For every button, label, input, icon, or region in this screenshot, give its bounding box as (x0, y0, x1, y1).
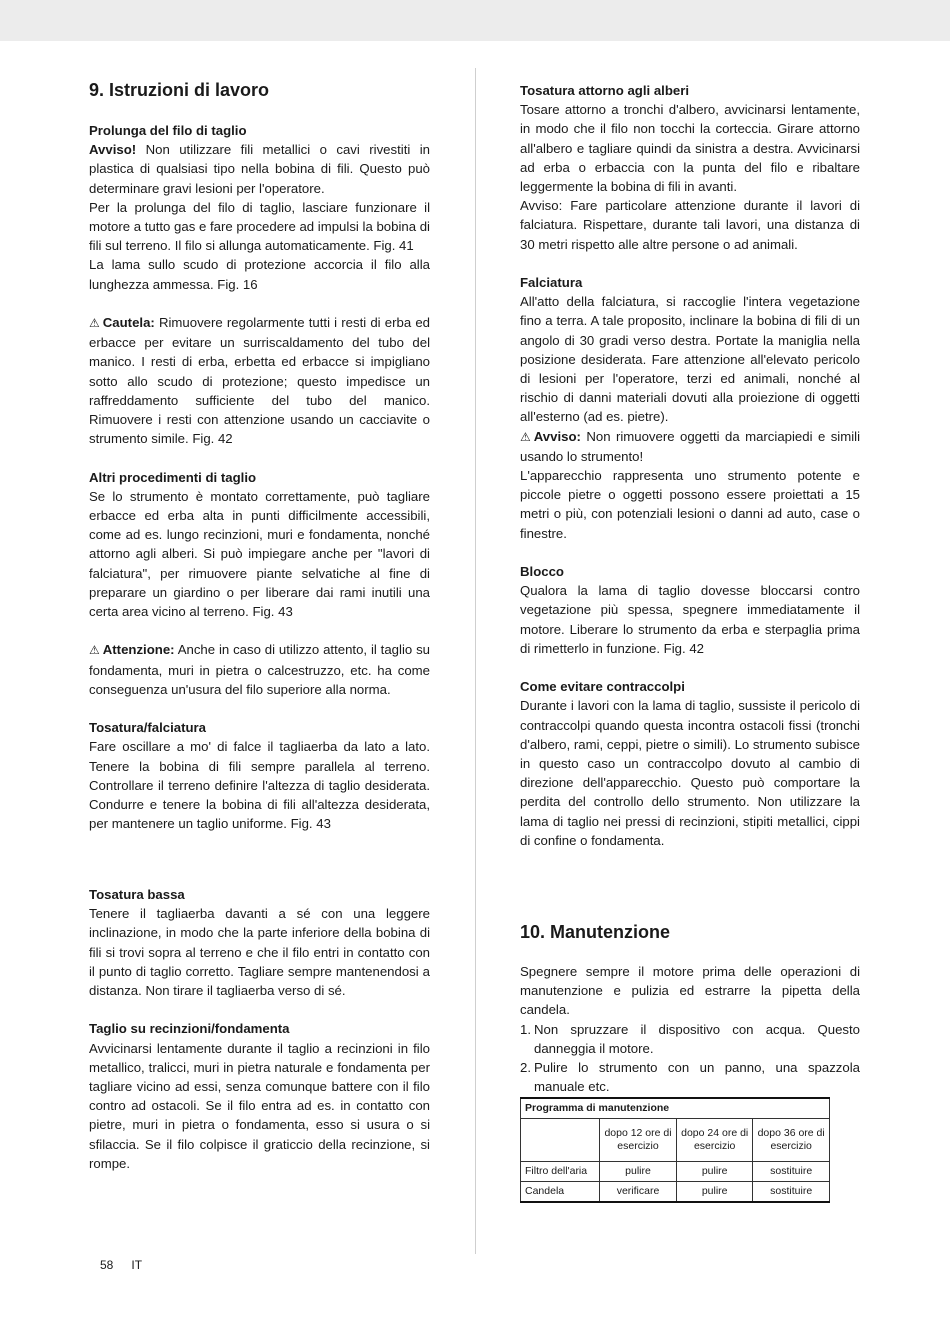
top-bar (0, 0, 950, 41)
heading-blocco: Blocco (520, 564, 564, 580)
right-column-top (520, 81, 860, 850)
paragraph-tosatura-alberi: Tosare attorno a tronchi d'albero, avvicinarsi lentamente, in modo che il filo non tocchi la corteccia. Girare attorno all'albero e tagliare quindi da sinistra a destra. Avvicinarsi ad erba o erbaccia con la punta del filo e ribaltare leggermente la bobina di fili in avanti. (520, 102, 860, 195)
heading-falciatura: Falciatura (520, 275, 583, 291)
page-number: 58 (100, 1258, 114, 1272)
heading-tosatura-alberi: Tosatura attorno agli alberi (520, 83, 690, 98)
left-column-bottom (89, 885, 430, 1173)
section-10-title: 10. Manutenzione (520, 922, 671, 942)
warning-label: Avviso! (89, 142, 137, 158)
table-cell: pulire (677, 1182, 753, 1203)
paragraph-recinzioni: Avvicinarsi lentamente durante il taglio a recinzioni in filo metallico, tralicci, muri in pietra naturale e fondamenta per tagliare vicino ad essi, senza comunque battere con il filo contro ad ostacoli. Se il filo entra ad es. in contatto con pietre, muri in pietra o fondamenta, esso si usura o si sfilaccia. Se il filo colpisce il graticcio della recinzione, si rompe. (89, 1040, 430, 1171)
heading-altri-procedimenti: Altri procedimenti di taglio (89, 469, 257, 485)
paragraph-tosatura-alberi-avviso: Avviso: Fare particolare attenzione durante il lavori di falciatura. Rispettare, durante tali lavori, una distanza di 30 metri rispetto alle altre persone o ad animali. (520, 198, 860, 252)
language-code: IT (131, 1258, 143, 1272)
page-footer (100, 1258, 160, 1272)
paragraph-falciatura-2: L'apparecchio rappresenta uno strumento potente e piccole pietre o oggetti possono essere proiettati a 15 metri o più, con potenziali lesioni o danni ad auto, case o finestre. (520, 468, 860, 541)
paragraph-tosatura-falciatura: Fare oscillare a mo' di falce il tagliaerba da lato a lato. Tenere la bobina di fili sempre parallela al terreno. Controllare il terreno definire l'altezza di taglio desiderata. Condurre e tenere la bobina di fili all'altezza desiderata, per mantenere un taglio uniforme. Fig. 43 (89, 739, 430, 832)
heading-tosatura-falciatura: Tosatura/falciatura (89, 720, 207, 736)
table-header-cell (521, 1119, 600, 1162)
table-row (521, 1182, 830, 1203)
column-divider (475, 68, 476, 1254)
paragraph-contraccolpi: Durante i lavori con la lama di taglio, sussiste il pericolo di contraccolpi quando questa incontra ostacoli fissi (tronchi d'albero, rami, ceppi, pietre o simili). Lo strumento subisce in questo caso un contraccolpo dovuto al cambio di direzione dell'apparecchio. Questo può comportare la perdita del controllo dello strumento. Non utilizzare la lama di taglio nei pressi di recinzioni, stipiti metallici, cippi di confine o fondamenta. (520, 698, 860, 848)
maintenance-steps-list (520, 1020, 860, 1097)
maintenance-table (520, 1097, 830, 1203)
warning-triangle-icon: ⚠ (89, 643, 100, 658)
paragraph-blocco: Qualora la lama di taglio dovesse bloccarsi contro vegetazione più spessa, spegnere immediatamente il motore. Liberare lo strumento da erba e sterpaglia prima di rimetterlo in funzione. Fig. 42 (520, 583, 860, 656)
paragraph-falciatura-avviso: ⚠ Avviso: Non rimuovere oggetti da marciapiedi e simili usando lo strumento! (520, 428, 860, 464)
paragraph-prolunga-warning: Avviso! Non utilizzare fili metallici o cavi rivestiti in plastica di qualsiasi tipo nella bobina di fili. Questo può determinare gravi lesioni per l'operatore. (89, 142, 430, 196)
paragraph-altri-procedimenti: Se lo strumento è montato correttamente, può tagliare erbacce ed erba alta in punti difficilmente accessibili, come ad es. lungo recinzioni, muri e fondamenta, nonché attorno agli alberi. Si può impiegare anche per "lavori di falciatura", per rimuovere piante selvatiche al fine di preparare un giardino o per liberare dai rami inutili una certa area vicino al terreno. Fig. 43 (89, 488, 430, 620)
paragraph-falciatura: All'atto della falciatura, si raccoglie l'intera vegetazione fino a terra. A tale proposito, inclinare la bobina di fili di un angolo di 30 gradi verso destra. Portate la maniglia nella posizione desiderata. Fare attenzione all'elevato pericolo di lesioni per l'operatore, terzi ed animali, nonché al rischio di danni materiali dovuti alla proiezione di oggetti all'esterno (ad es. pietre). (520, 294, 860, 425)
table-cell: pulire (677, 1162, 753, 1182)
heading-prolunga: Prolunga del filo di taglio (89, 123, 247, 138)
table-cell: sostituire (753, 1162, 830, 1182)
list-item: 2. Pulire lo strumento con un panno, una spazzola manuale etc. (520, 1060, 860, 1095)
warning-triangle-icon: ⚠ (89, 316, 100, 331)
warning-triangle-icon: ⚠ (520, 429, 531, 444)
table-cell: Candela (521, 1182, 600, 1203)
heading-contraccolpi: Come evitare contraccolpi (520, 679, 685, 695)
paragraph-cautela: ⚠ Cautela: Rimuovere regolarmente tutti i resti di erba ed erbacce per evitare un surriscaldamento del tubo del manico. I resti di erba, erbetta ed erbacce si impigliano sotto allo scudo di protezione; questo impedisce un raffreddamento sufficiente del tubo del manico. Rimuovere i resti con attenzione usando un cacciavite o strumento simile. Fig. 42 (89, 315, 430, 447)
table-row (521, 1119, 830, 1162)
table-cell: pulire (600, 1162, 677, 1182)
paragraph-attenzione: ⚠ Attenzione: Anche in caso di utilizzo attento, il taglio su fondamenta, muri in pietra o calcestruzzo, etc. ha come conseguenza un'usura del filo superiore alla norma. (89, 642, 430, 697)
right-column-bottom (520, 921, 860, 1096)
paragraph-prolunga-2: La lama sullo scudo di protezione accorcia il filo alla lunghezza ammessa. Fig. 16 (89, 257, 430, 292)
table-cell: Filtro dell'aria (521, 1162, 600, 1182)
paragraph-prolunga-1: Per la prolunga del filo di taglio, lasciare funzionare il motore a tutto gas e fare procedere ad impulsi la bobina di fili sul terreno. Il filo si allunga automaticamente. Fig. 41 (89, 199, 430, 254)
paragraph-tosatura-bassa: Tenere il tagliaerba davanti a sé con una leggere inclinazione, in modo che la parte inferiore della bobina di fili si trovi sopra al terreno e che il filo entri in contatto con il punto di taglio corretto. Tagliare sempre mantenendosi a distanza. Non tirare il tagliaerba verso di sé. (89, 906, 430, 999)
heading-tosatura-bassa: Tosatura bassa (89, 887, 185, 902)
table-header-cell: dopo 24 ore di esercizio (677, 1119, 753, 1162)
section-9-title: 9. Istruzioni di lavoro (89, 80, 270, 100)
left-column-top (89, 79, 430, 833)
list-item: 1. Non spruzzare il dispositivo con acqua. Questo danneggia il motore. (520, 1021, 860, 1056)
maintenance-table-title: Programma di manutenzione (521, 1098, 830, 1119)
table-header-cell: dopo 12 ore di esercizio (600, 1119, 677, 1162)
paragraph-manutenzione-intro: Spegnere sempre il motore prima delle operazioni di manutenzione e pulizia ed estrarre la pipetta della candela. (520, 964, 860, 1018)
table-header-cell: dopo 36 ore di esercizio (753, 1119, 830, 1162)
table-cell: sostituire (753, 1182, 830, 1203)
heading-recinzioni: Taglio su recinzioni/fondamenta (89, 1021, 290, 1037)
table-row (521, 1162, 830, 1182)
table-cell: verificare (600, 1182, 677, 1203)
